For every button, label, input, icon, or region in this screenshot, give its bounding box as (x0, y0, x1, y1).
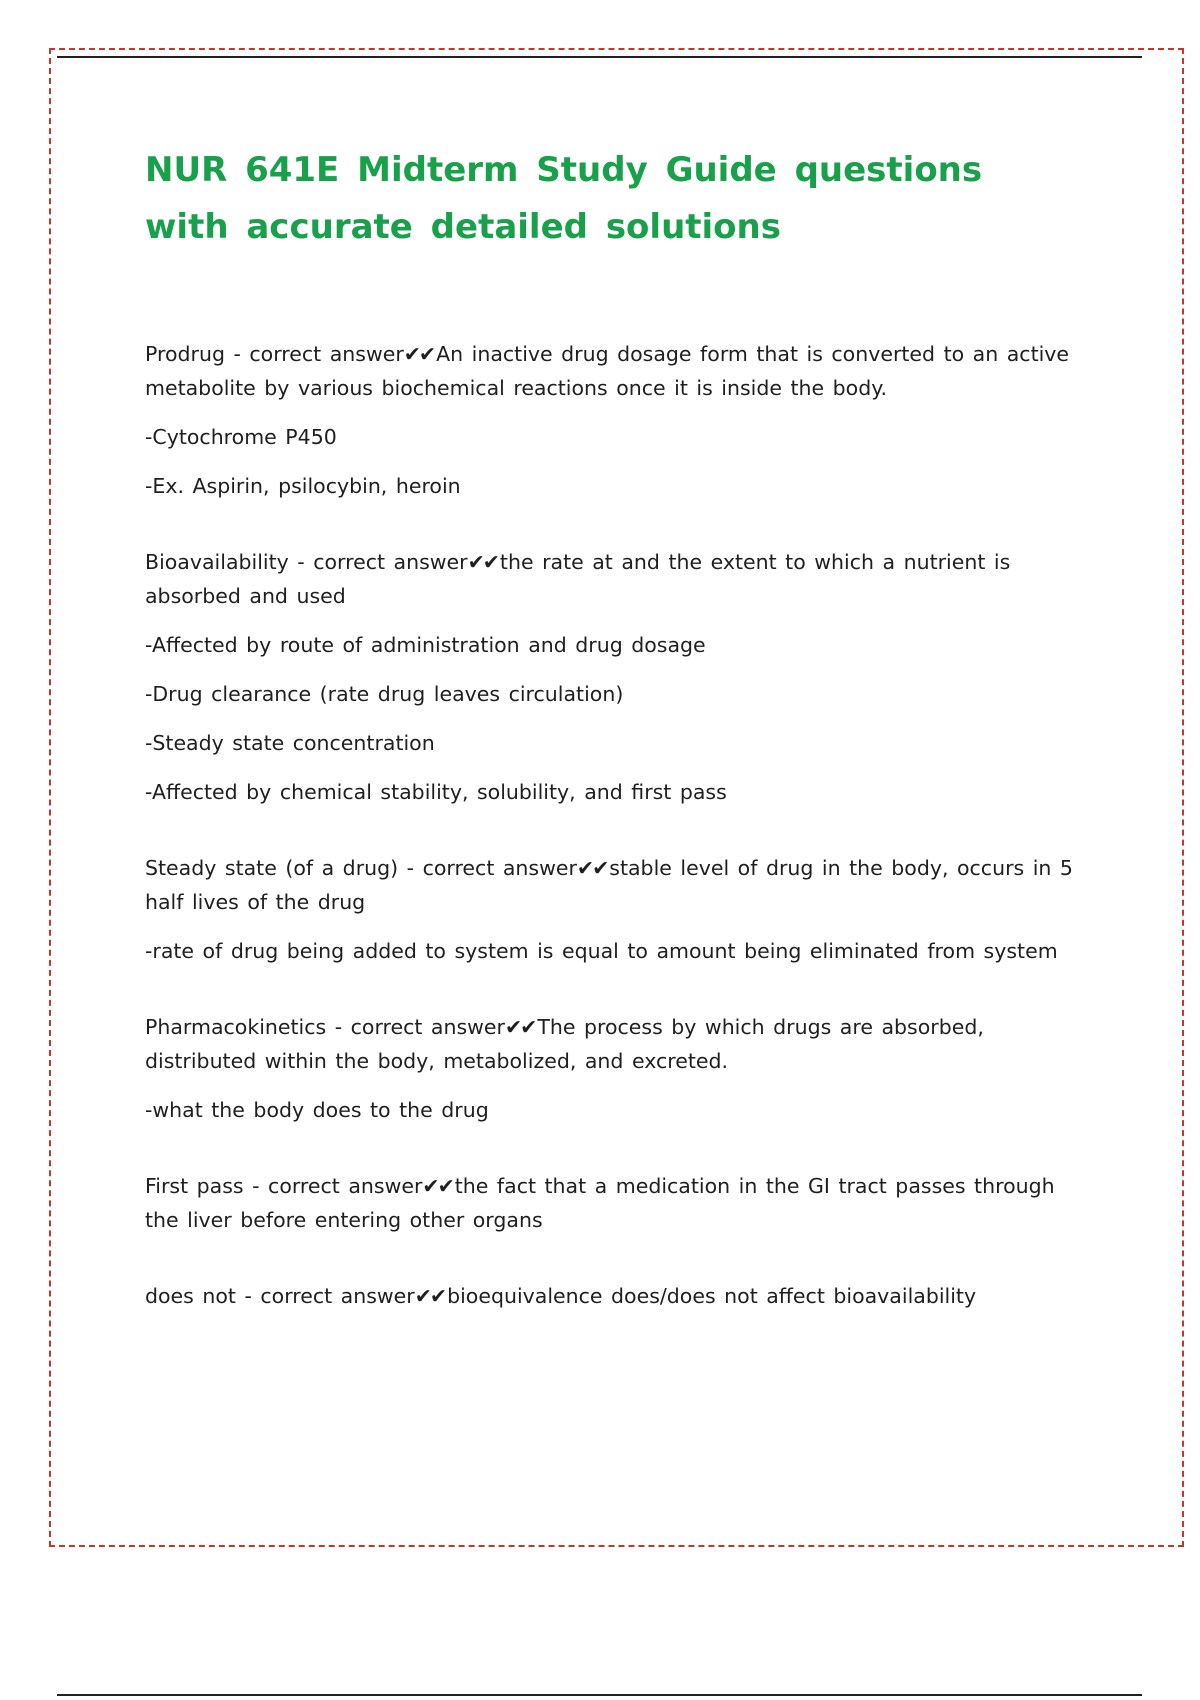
qa-answer-line: Pharmacokinetics - correct answer✔✔The process by which drugs are absorbed, distributed within the body, metabolized, and excreted. (145, 1015, 984, 1073)
qa-answer-line: First pass - correct answer✔✔the fact that a medication in the GI tract passes through the liver before entering other organs (145, 1174, 1055, 1232)
qa-answer-line: Prodrug - correct answer✔✔An inactive drug dosage form that is converted to an active metabolite by various biochemical reactions once it is inside the body. (145, 342, 1070, 400)
term: Prodrug (145, 342, 225, 366)
term: Bioavailability (145, 550, 289, 574)
answer-label: correct answer (249, 342, 404, 366)
qa-entry (145, 1010, 1080, 1127)
study-guide-content (145, 337, 1080, 1355)
double-check-icon: ✔✔ (414, 1284, 446, 1308)
definition: the rate at and the extent to which a nutrient is absorbed and used (145, 550, 1011, 608)
page-title: NUR 641E Midterm Study Guide questions with accurate detailed solutions (145, 150, 983, 247)
note-line: -Steady state concentration (145, 731, 435, 755)
answer-label: correct answer (422, 856, 577, 880)
qa-entry (145, 337, 1080, 503)
note-line: -Cytochrome P450 (145, 425, 337, 449)
definition: the fact that a medication in the GI tract passes through the liver before entering other organs (145, 1174, 1055, 1232)
definition: The process by which drugs are absorbed, distributed within the body, metabolized, and excreted. (145, 1015, 984, 1073)
double-check-icon: ✔✔ (403, 342, 435, 366)
header-rule (57, 56, 1142, 58)
answer-label: correct answer (260, 1284, 415, 1308)
double-check-icon: ✔✔ (467, 550, 498, 574)
qa-answer-line: Bioavailability - correct answer✔✔the rate at and the extent to which a nutrient is absorbed and used (145, 550, 1011, 608)
term: Steady state (of a drug) (145, 856, 399, 880)
answer-label: correct answer (350, 1015, 505, 1039)
term: does not (145, 1284, 236, 1308)
qa-entry (145, 545, 1080, 809)
answer-label: correct answer (268, 1174, 423, 1198)
answer-label: correct answer (313, 550, 468, 574)
qa-entry (145, 851, 1080, 968)
double-check-icon: ✔✔ (422, 1174, 453, 1198)
double-check-icon: ✔✔ (576, 856, 608, 880)
double-check-icon: ✔✔ (504, 1015, 536, 1039)
note-line: -rate of drug being added to system is equal to amount being eliminated from system (145, 939, 1058, 963)
footer-rule (57, 1694, 1142, 1696)
qa-answer-line: Steady state (of a drug) - correct answer✔✔stable level of drug in the body, occurs in 5 half lives of the drug (145, 856, 1073, 914)
qa-answer-line: does not - correct answer✔✔bioequivalence does/does not affect bioavailability (145, 1284, 977, 1308)
definition: bioequivalence does/does not affect bioavailability (447, 1284, 977, 1308)
note-line: -Affected by route of administration and drug dosage (145, 633, 706, 657)
note-line: -Affected by chemical stability, solubility, and first pass (145, 780, 727, 804)
definition: An inactive drug dosage form that is converted to an active metabolite by various biochemical reactions once it is inside the body. (145, 342, 1070, 400)
qa-entry (145, 1279, 1080, 1313)
qa-entry (145, 1169, 1080, 1237)
note-line: -Drug clearance (rate drug leaves circulation) (145, 682, 624, 706)
definition: stable level of drug in the body, occurs in 5 half lives of the drug (145, 856, 1073, 914)
term: Pharmacokinetics (145, 1015, 327, 1039)
term: First pass (145, 1174, 244, 1198)
note-line: -what the body does to the drug (145, 1098, 489, 1122)
note-line: -Ex. Aspirin, psilocybin, heroin (145, 474, 461, 498)
